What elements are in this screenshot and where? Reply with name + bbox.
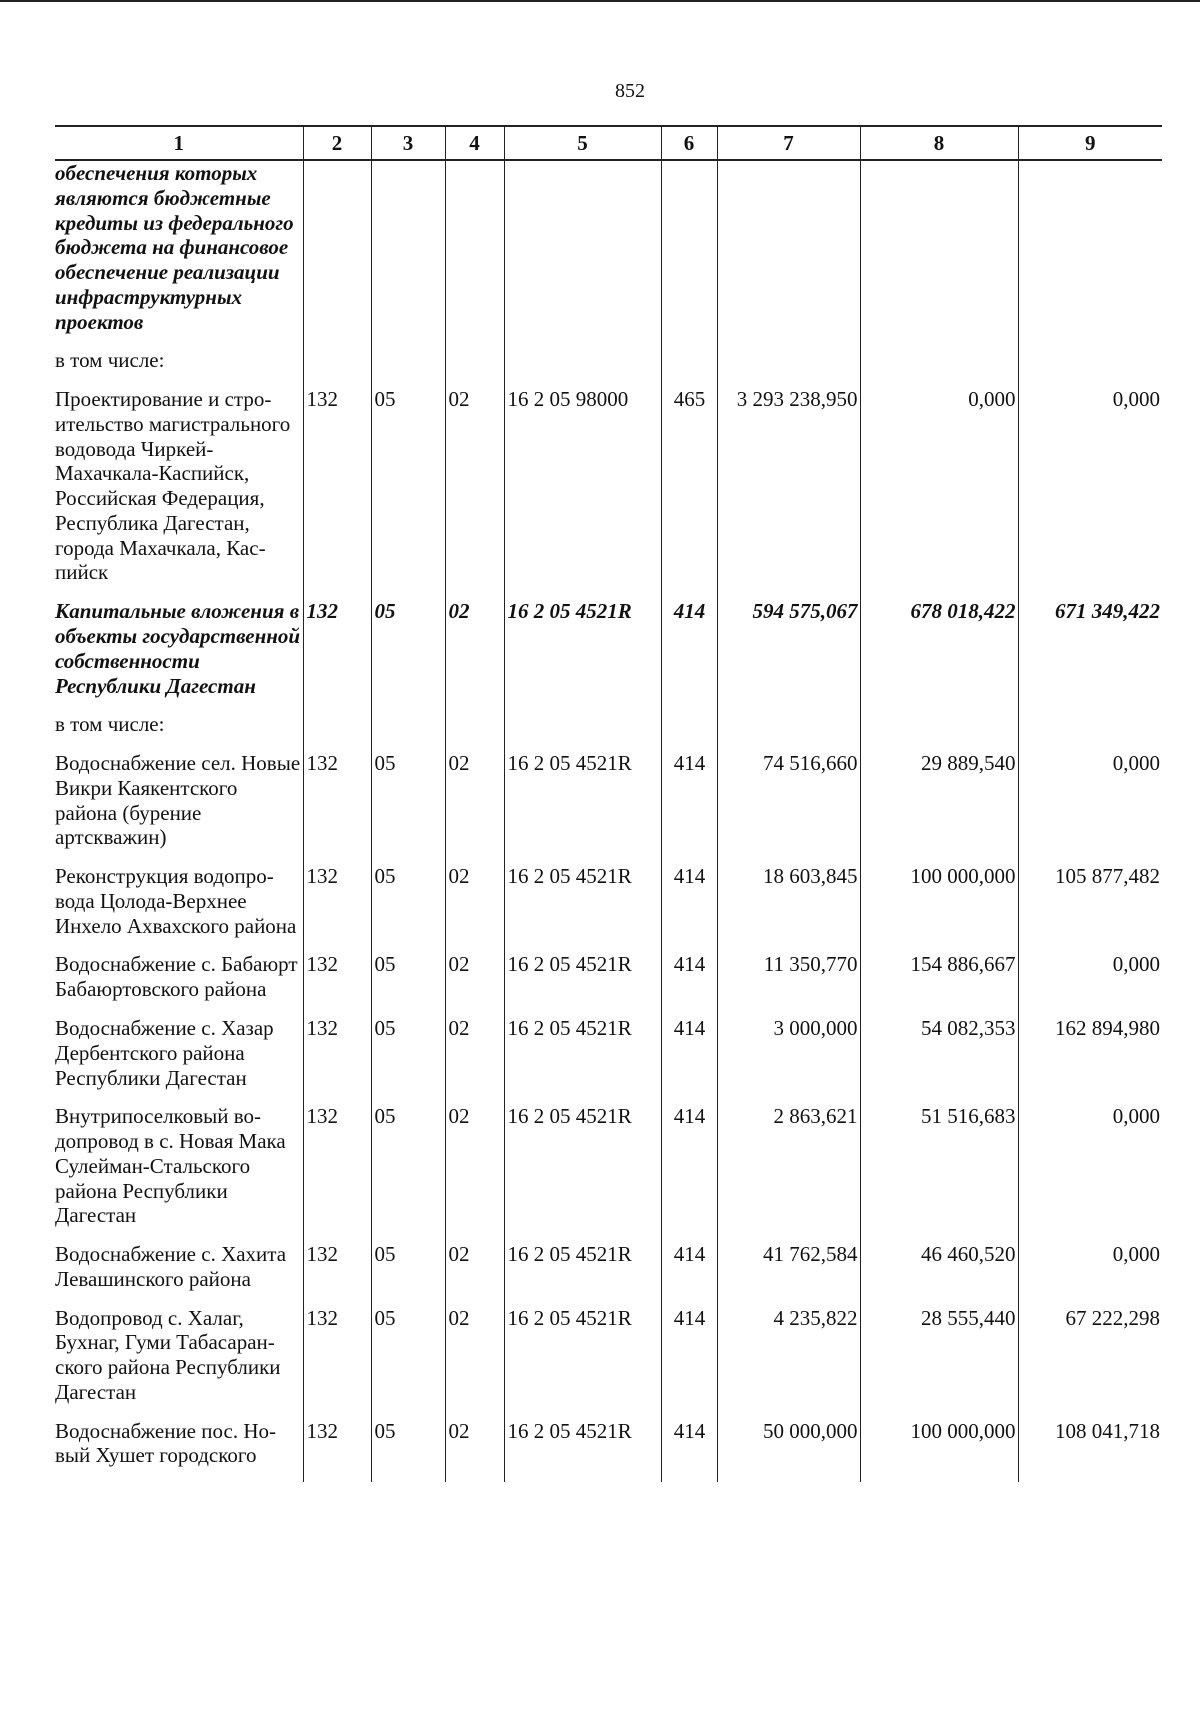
row-name-cell: Водоснабжение пос. Новый Хушет городского bbox=[55, 1419, 303, 1469]
row-spacer bbox=[55, 737, 1162, 751]
code-target-article-cell bbox=[504, 160, 661, 334]
amount-col-7-cell: 18 603,845 bbox=[717, 864, 860, 938]
code-target-article-cell: 16 2 05 4521R bbox=[504, 1306, 661, 1405]
code-expense-type-cell: 414 bbox=[661, 1242, 717, 1292]
table-row bbox=[55, 952, 1162, 1002]
code-expense-type-cell: 465 bbox=[661, 387, 717, 585]
amount-col-8-cell bbox=[860, 160, 1018, 334]
code-ministry-cell: 132 bbox=[303, 1104, 371, 1228]
code-ministry-cell: 132 bbox=[303, 952, 371, 1002]
row-name-cell: Капитальные вложения в объекты государственной собственности Республики Дагестан bbox=[55, 599, 303, 698]
row-name-cell: Водоснабжение сел. Новые Викри Каякентского района (бурение артскважин) bbox=[55, 751, 303, 850]
table-row bbox=[55, 1016, 1162, 1090]
amount-col-8-cell: 54 082,353 bbox=[860, 1016, 1018, 1090]
row-name-cell: в том числе: bbox=[55, 712, 303, 737]
header-cell-8: 8 bbox=[860, 126, 1018, 160]
amount-col-7-cell bbox=[717, 160, 860, 334]
code-expense-type-cell: 414 bbox=[661, 599, 717, 698]
code-subsection-cell bbox=[445, 712, 504, 737]
table-row bbox=[55, 712, 1162, 737]
budget-table bbox=[55, 125, 1162, 1482]
code-expense-type-cell: 414 bbox=[661, 952, 717, 1002]
amount-col-7-cell: 41 762,584 bbox=[717, 1242, 860, 1292]
code-section-cell: 05 bbox=[371, 387, 445, 585]
code-ministry-cell: 132 bbox=[303, 1242, 371, 1292]
amount-col-8-cell: 28 555,440 bbox=[860, 1306, 1018, 1405]
code-expense-type-cell: 414 bbox=[661, 1104, 717, 1228]
amount-col-7-cell: 3 000,000 bbox=[717, 1016, 860, 1090]
amount-col-9-cell: 0,000 bbox=[1018, 952, 1162, 1002]
row-spacer bbox=[55, 698, 1162, 712]
row-name-cell: Внутрипоселковый водопровод в с. Новая Мака Сулейман-Стальского района Республики Дагестан bbox=[55, 1104, 303, 1228]
amount-col-8-cell: 678 018,422 bbox=[860, 599, 1018, 698]
header-cell-9: 9 bbox=[1018, 126, 1162, 160]
amount-col-9-cell: 0,000 bbox=[1018, 387, 1162, 585]
amount-col-7-cell: 50 000,000 bbox=[717, 1419, 860, 1469]
table-row bbox=[55, 1306, 1162, 1405]
code-target-article-cell: 16 2 05 98000 bbox=[504, 387, 661, 585]
amount-col-9-cell: 108 041,718 bbox=[1018, 1419, 1162, 1469]
top-border-line bbox=[0, 0, 1200, 2]
code-section-cell: 05 bbox=[371, 864, 445, 938]
code-ministry-cell bbox=[303, 160, 371, 334]
code-target-article-cell bbox=[504, 712, 661, 737]
code-expense-type-cell bbox=[661, 160, 717, 334]
amount-col-8-cell: 100 000,000 bbox=[860, 1419, 1018, 1469]
code-section-cell: 05 bbox=[371, 952, 445, 1002]
amount-col-7-cell: 2 863,621 bbox=[717, 1104, 860, 1228]
code-expense-type-cell: 414 bbox=[661, 1419, 717, 1469]
code-subsection-cell: 02 bbox=[445, 1242, 504, 1292]
code-target-article-cell bbox=[504, 348, 661, 373]
code-section-cell: 05 bbox=[371, 599, 445, 698]
code-section-cell: 05 bbox=[371, 1242, 445, 1292]
table-row bbox=[55, 864, 1162, 938]
code-ministry-cell bbox=[303, 348, 371, 373]
code-subsection-cell bbox=[445, 348, 504, 373]
amount-col-9-cell bbox=[1018, 712, 1162, 737]
code-expense-type-cell bbox=[661, 712, 717, 737]
code-expense-type-cell: 414 bbox=[661, 751, 717, 850]
code-subsection-cell: 02 bbox=[445, 1419, 504, 1469]
code-expense-type-cell: 414 bbox=[661, 864, 717, 938]
row-spacer bbox=[55, 938, 1162, 952]
amount-col-8-cell: 100 000,000 bbox=[860, 864, 1018, 938]
code-target-article-cell: 16 2 05 4521R bbox=[504, 1104, 661, 1228]
header-cell-5: 5 bbox=[504, 126, 661, 160]
code-expense-type-cell bbox=[661, 348, 717, 373]
row-name-cell: Водоснабжение с. Бабаюрт Бабаюртовского района bbox=[55, 952, 303, 1002]
code-subsection-cell: 02 bbox=[445, 1306, 504, 1405]
amount-col-9-cell bbox=[1018, 348, 1162, 373]
amount-col-7-cell: 4 235,822 bbox=[717, 1306, 860, 1405]
row-spacer bbox=[55, 1228, 1162, 1242]
code-target-article-cell: 16 2 05 4521R bbox=[504, 864, 661, 938]
code-section-cell: 05 bbox=[371, 1419, 445, 1469]
row-name-cell: обеспечения которых являются бюджетные кредиты из федерального бюджета на финансовое обеспечение реализации инфраструктурных проектов bbox=[55, 160, 303, 334]
amount-col-9-cell: 671 349,422 bbox=[1018, 599, 1162, 698]
amount-col-9-cell: 162 894,980 bbox=[1018, 1016, 1162, 1090]
code-expense-type-cell: 414 bbox=[661, 1016, 717, 1090]
header-cell-2: 2 bbox=[303, 126, 371, 160]
amount-col-8-cell bbox=[860, 712, 1018, 737]
code-section-cell: 05 bbox=[371, 1016, 445, 1090]
amount-col-9-cell: 0,000 bbox=[1018, 751, 1162, 850]
code-ministry-cell: 132 bbox=[303, 864, 371, 938]
row-spacer bbox=[55, 334, 1162, 348]
code-ministry-cell: 132 bbox=[303, 1306, 371, 1405]
row-name-cell: Водопровод с. Халаг, Бухнаг, Гуми Табасаранского района Республики Дагестан bbox=[55, 1306, 303, 1405]
header-cell-3: 3 bbox=[371, 126, 445, 160]
table-body bbox=[55, 160, 1162, 1482]
code-target-article-cell: 16 2 05 4521R bbox=[504, 751, 661, 850]
row-spacer bbox=[55, 1292, 1162, 1306]
amount-col-9-cell: 67 222,298 bbox=[1018, 1306, 1162, 1405]
code-target-article-cell: 16 2 05 4521R bbox=[504, 1242, 661, 1292]
row-spacer bbox=[55, 585, 1162, 599]
amount-col-7-cell: 11 350,770 bbox=[717, 952, 860, 1002]
table-row bbox=[55, 751, 1162, 850]
code-ministry-cell: 132 bbox=[303, 1016, 371, 1090]
code-target-article-cell: 16 2 05 4521R bbox=[504, 1419, 661, 1469]
amount-col-8-cell: 51 516,683 bbox=[860, 1104, 1018, 1228]
amount-col-7-cell: 594 575,067 bbox=[717, 599, 860, 698]
amount-col-7-cell bbox=[717, 712, 860, 737]
code-section-cell: 05 bbox=[371, 1104, 445, 1228]
table-row bbox=[55, 1242, 1162, 1292]
code-ministry-cell: 132 bbox=[303, 387, 371, 585]
amount-col-8-cell: 29 889,540 bbox=[860, 751, 1018, 850]
table-row bbox=[55, 1104, 1162, 1228]
header-cell-7: 7 bbox=[717, 126, 860, 160]
code-target-article-cell: 16 2 05 4521R bbox=[504, 952, 661, 1002]
amount-col-8-cell: 154 886,667 bbox=[860, 952, 1018, 1002]
amount-col-9-cell bbox=[1018, 160, 1162, 334]
code-expense-type-cell: 414 bbox=[661, 1306, 717, 1405]
amount-col-9-cell: 0,000 bbox=[1018, 1242, 1162, 1292]
amount-col-7-cell: 74 516,660 bbox=[717, 751, 860, 850]
header-row bbox=[55, 126, 1162, 160]
page-number: 852 bbox=[615, 80, 645, 102]
code-ministry-cell: 132 bbox=[303, 1419, 371, 1469]
row-spacer bbox=[55, 373, 1162, 387]
amount-col-9-cell: 0,000 bbox=[1018, 1104, 1162, 1228]
code-subsection-cell bbox=[445, 160, 504, 334]
code-section-cell bbox=[371, 348, 445, 373]
row-spacer bbox=[55, 1002, 1162, 1016]
header-cell-6: 6 bbox=[661, 126, 717, 160]
row-name-cell: Реконструкция водопровода Цолода-Верхнее Инхело Ахвахского района bbox=[55, 864, 303, 938]
code-ministry-cell: 132 bbox=[303, 751, 371, 850]
code-subsection-cell: 02 bbox=[445, 952, 504, 1002]
header-cell-1: 1 bbox=[55, 126, 303, 160]
row-name-cell: Водоснабжение с. Хазар Дербентского района Республики Дагестан bbox=[55, 1016, 303, 1090]
table-row bbox=[55, 599, 1162, 698]
header-cell-4: 4 bbox=[445, 126, 504, 160]
code-subsection-cell: 02 bbox=[445, 1016, 504, 1090]
code-section-cell: 05 bbox=[371, 751, 445, 850]
row-spacer bbox=[55, 1405, 1162, 1419]
code-target-article-cell: 16 2 05 4521R bbox=[504, 1016, 661, 1090]
table-row bbox=[55, 387, 1162, 585]
row-spacer bbox=[55, 1090, 1162, 1104]
table-row bbox=[55, 160, 1162, 334]
code-section-cell bbox=[371, 160, 445, 334]
amount-col-8-cell bbox=[860, 348, 1018, 373]
amount-col-8-cell: 0,000 bbox=[860, 387, 1018, 585]
row-spacer bbox=[55, 1468, 1162, 1482]
code-section-cell bbox=[371, 712, 445, 737]
code-ministry-cell bbox=[303, 712, 371, 737]
row-name-cell: Проектирование и строительство магистрального водовода Чиркей-Махачкала-Каспийск, Российская Федерация, Республика Дагестан, города Махачкала, Каспийск bbox=[55, 387, 303, 585]
table-row bbox=[55, 1419, 1162, 1469]
code-subsection-cell: 02 bbox=[445, 599, 504, 698]
code-ministry-cell: 132 bbox=[303, 599, 371, 698]
code-subsection-cell: 02 bbox=[445, 864, 504, 938]
amount-col-7-cell: 3 293 238,950 bbox=[717, 387, 860, 585]
row-name-cell: Водоснабжение с. Хахита Левашинского района bbox=[55, 1242, 303, 1292]
code-target-article-cell: 16 2 05 4521R bbox=[504, 599, 661, 698]
table-row bbox=[55, 348, 1162, 373]
row-name-cell: в том числе: bbox=[55, 348, 303, 373]
amount-col-7-cell bbox=[717, 348, 860, 373]
code-section-cell: 05 bbox=[371, 1306, 445, 1405]
code-subsection-cell: 02 bbox=[445, 387, 504, 585]
code-subsection-cell: 02 bbox=[445, 1104, 504, 1228]
row-spacer bbox=[55, 850, 1162, 864]
amount-col-8-cell: 46 460,520 bbox=[860, 1242, 1018, 1292]
code-subsection-cell: 02 bbox=[445, 751, 504, 850]
amount-col-9-cell: 105 877,482 bbox=[1018, 864, 1162, 938]
